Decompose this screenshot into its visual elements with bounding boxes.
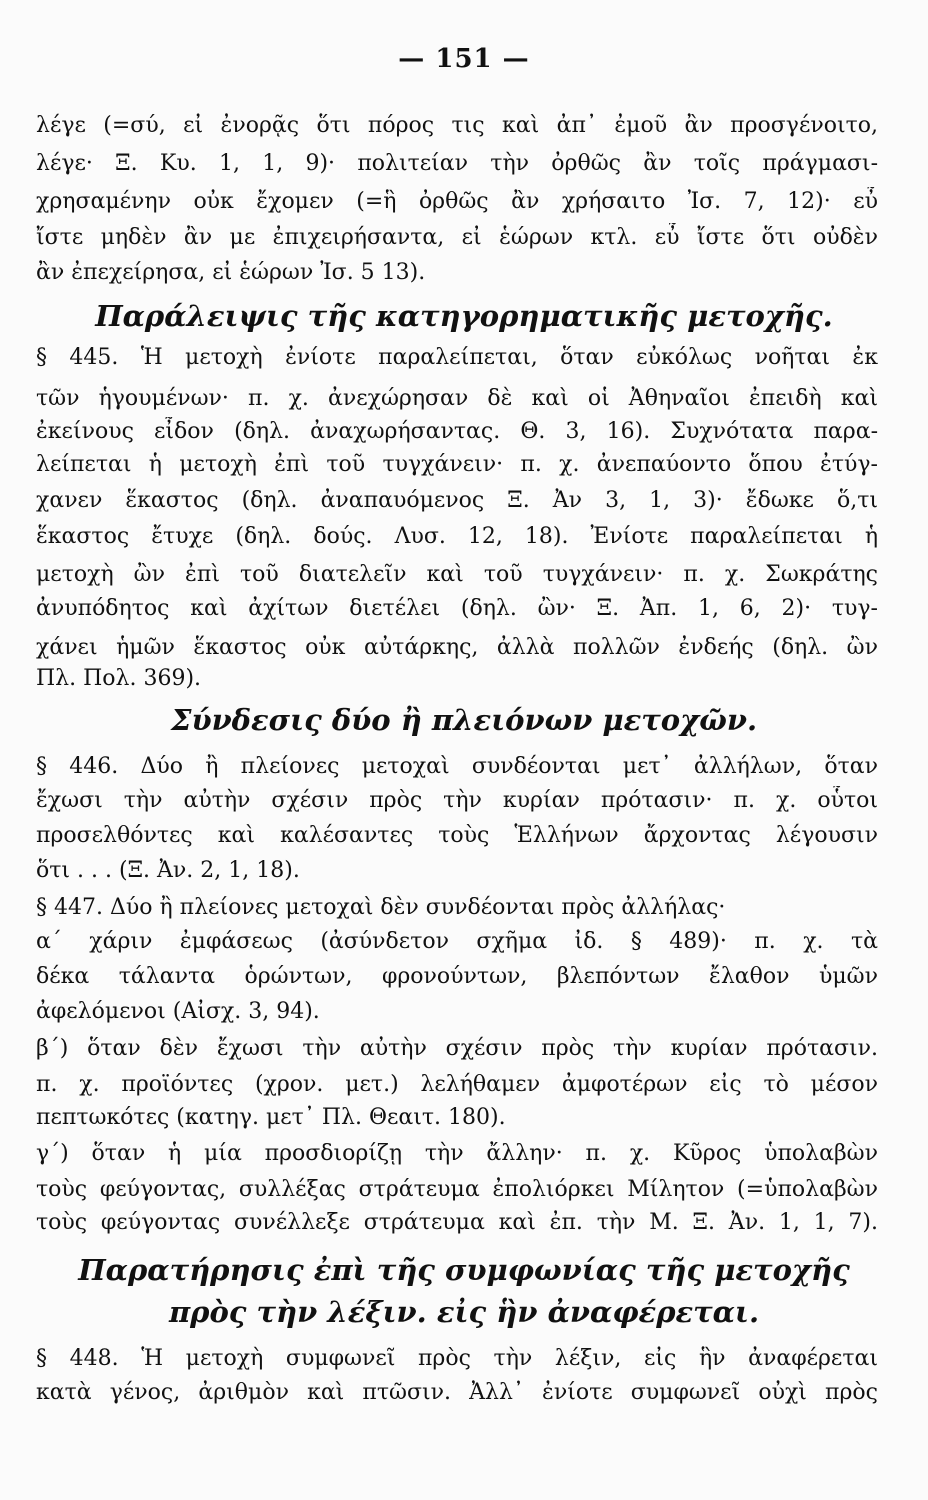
paragraph-445-line: μετοχὴ ὢν ἐπὶ τοῦ διατελεῖν καὶ τοῦ τυγχάνειν· π. χ. Σωκράτης bbox=[36, 562, 878, 587]
paragraph-445-line: ἀνυπόδητος καὶ ἀχίτων διετέλει (δηλ. ὢν· Ξ. Ἀπ. 1, 6, 2)· τυγ- bbox=[36, 596, 878, 621]
paragraph-447-line: τοὺς φεύγοντας συνέλλεξε στράτευμα καὶ ἐπ. τὴν Μ. Ξ. Ἀν. 1, 1, 7). bbox=[36, 1210, 878, 1235]
text-line: ἴστε μηδὲν ἂν με ἐπιχειρήσαντα, εἰ ἑώρων κτλ. εὖ ἴστε ὅτι οὐδὲν bbox=[36, 225, 878, 250]
paragraph-445-line: λείπεται ἡ μετοχὴ ἐπὶ τοῦ τυγχάνειν· π. χ. ἀνεπαύοντο ὅπου ἐτύγ- bbox=[36, 452, 878, 477]
paragraph-447-line: τοὺς φεύγοντας, συλλέξας στράτευμα ἐπολιόρκει Μίλητον (=ὑπολαβὼν bbox=[36, 1177, 878, 1202]
paragraph-446-line: ὅτι . . . (Ξ. Ἀν. 2, 1, 18). bbox=[36, 858, 300, 883]
page-number: — 151 — bbox=[398, 44, 530, 74]
paragraph-445-line: Πλ. Πολ. 369). bbox=[36, 666, 202, 691]
paragraph-447-line: § 447. Δύο ἢ πλείονες μετοχαὶ δὲν συνδέονται πρὸς ἀλλήλας· bbox=[36, 895, 726, 920]
paragraph-445-line: τῶν ἡγουμένων· π. χ. ἀνεχώρησαν δὲ καὶ οἱ Ἀθηναῖοι ἐπειδὴ καὶ bbox=[36, 386, 878, 411]
section-heading: Παρατήρησις ἐπὶ τῆς συμφωνίας τῆς μετοχῆς bbox=[78, 1253, 850, 1287]
paragraph-446-line: ἔχωσι τὴν αὐτὴν σχέσιν πρὸς τὴν κυρίαν πρότασιν· π. χ. οὗτοι bbox=[36, 788, 878, 813]
text-line: χρησαμένην οὐκ ἔχομεν (=ἣ ὀρθῶς ἂν χρήσαιτο Ἰσ. 7, 12)· εὖ bbox=[36, 189, 878, 214]
paragraph-445-line: χάνει ἡμῶν ἕκαστος οὐκ αὐτάρκης, ἀλλὰ πολλῶν ἐνδεής (δηλ. ὢν bbox=[36, 635, 878, 660]
text-line: λέγε· Ξ. Κυ. 1, 1, 9)· πολιτείαν τὴν ὀρθῶς ἂν τοῖς πράγμασι- bbox=[36, 151, 878, 176]
paragraph-445-line: ἐκείνους εἶδον (δηλ. ἀναχωρήσαντας. Θ. 3, 16). Συχνότατα παρα- bbox=[36, 419, 878, 444]
paragraph-445-line: ἕκαστος ἔτυχε (δηλ. δούς. Λυσ. 12, 18). Ἐνίοτε παραλείπεται ἡ bbox=[36, 524, 878, 549]
paragraph-448-line: § 448. Ἡ μετοχὴ συμφωνεῖ πρὸς τὴν λέξιν, εἰς ἣν ἀναφέρεται bbox=[36, 1346, 878, 1371]
paragraph-445-line: χανεν ἕκαστος (δηλ. ἀναπαυόμενος Ξ. Ἀν 3, 1, 3)· ἔδωκε ὅ,τι bbox=[36, 488, 878, 513]
paragraph-445-line: § 445. Ἡ μετοχὴ ἐνίοτε παραλείπεται, ὅταν εὐκόλως νοῆται ἐκ bbox=[36, 345, 878, 370]
paragraph-447-line: πεπτωκότες (κατηγ. μετ᾽ Πλ. Θεαιτ. 180). bbox=[36, 1105, 506, 1130]
section-heading: Σύνδεσις δύο ἢ πλειόνων μετοχῶν. bbox=[170, 703, 758, 737]
paragraph-447-line: β΄) ὅταν δὲν ἔχωσι τὴν αὐτὴν σχέσιν πρὸς τὴν κυρίαν πρότασιν. bbox=[36, 1036, 878, 1061]
paragraph-447-line: γ΄) ὅταν ἡ μία προσδιορίζῃ τὴν ἄλλην· π. χ. Κῦρος ὑπολαβὼν bbox=[36, 1141, 878, 1166]
paragraph-446-line: § 446. Δύο ἢ πλείονες μετοχαὶ συνδέονται μετ᾽ ἀλλήλων, ὅταν bbox=[36, 754, 878, 779]
paragraph-446-line: προσελθόντες καὶ καλέσαντες τοὺς Ἑλλήνων ἄρχοντας λέγουσιν bbox=[36, 823, 878, 848]
paragraph-447-line: α΄ χάριν ἐμφάσεως (ἀσύνδετον σχῆμα ἰδ. § 489)· π. χ. τὰ bbox=[36, 929, 878, 954]
paragraph-447-line: δέκα τάλαντα ὁρώντων, φρονούντων, βλεπόντων ἔλαθον ὑμῶν bbox=[36, 964, 878, 989]
text-line: λέγε (=σύ, εἰ ἐνορᾷς ὅτι πόρος τις καὶ ἀπ᾽ ἐμοῦ ἂν προσγένοιτο, bbox=[36, 113, 878, 138]
paragraph-447-line: ἀφελόμενοι (Αἰσχ. 3, 94). bbox=[36, 999, 320, 1024]
section-heading: Παράλειψις τῆς κατηγορηματικῆς μετοχῆς. bbox=[95, 299, 833, 333]
section-heading: πρὸς τὴν λέξιν. εἰς ἣν ἀναφέρεται. bbox=[168, 1295, 760, 1329]
paragraph-447-line: π. χ. προϊόντες (χρον. μετ.) λελήθαμεν ἀμφοτέρων εἰς τὸ μέσον bbox=[36, 1072, 878, 1097]
text-line: ἂν ἐπεχείρησα, εἰ ἑώρων Ἰσ. 5 13). bbox=[36, 260, 426, 285]
paragraph-448-line: κατὰ γένος, ἀριθμὸν καὶ πτῶσιν. Ἀλλ᾽ ἐνίοτε συμφωνεῖ οὐχὶ πρὸς bbox=[36, 1380, 878, 1405]
